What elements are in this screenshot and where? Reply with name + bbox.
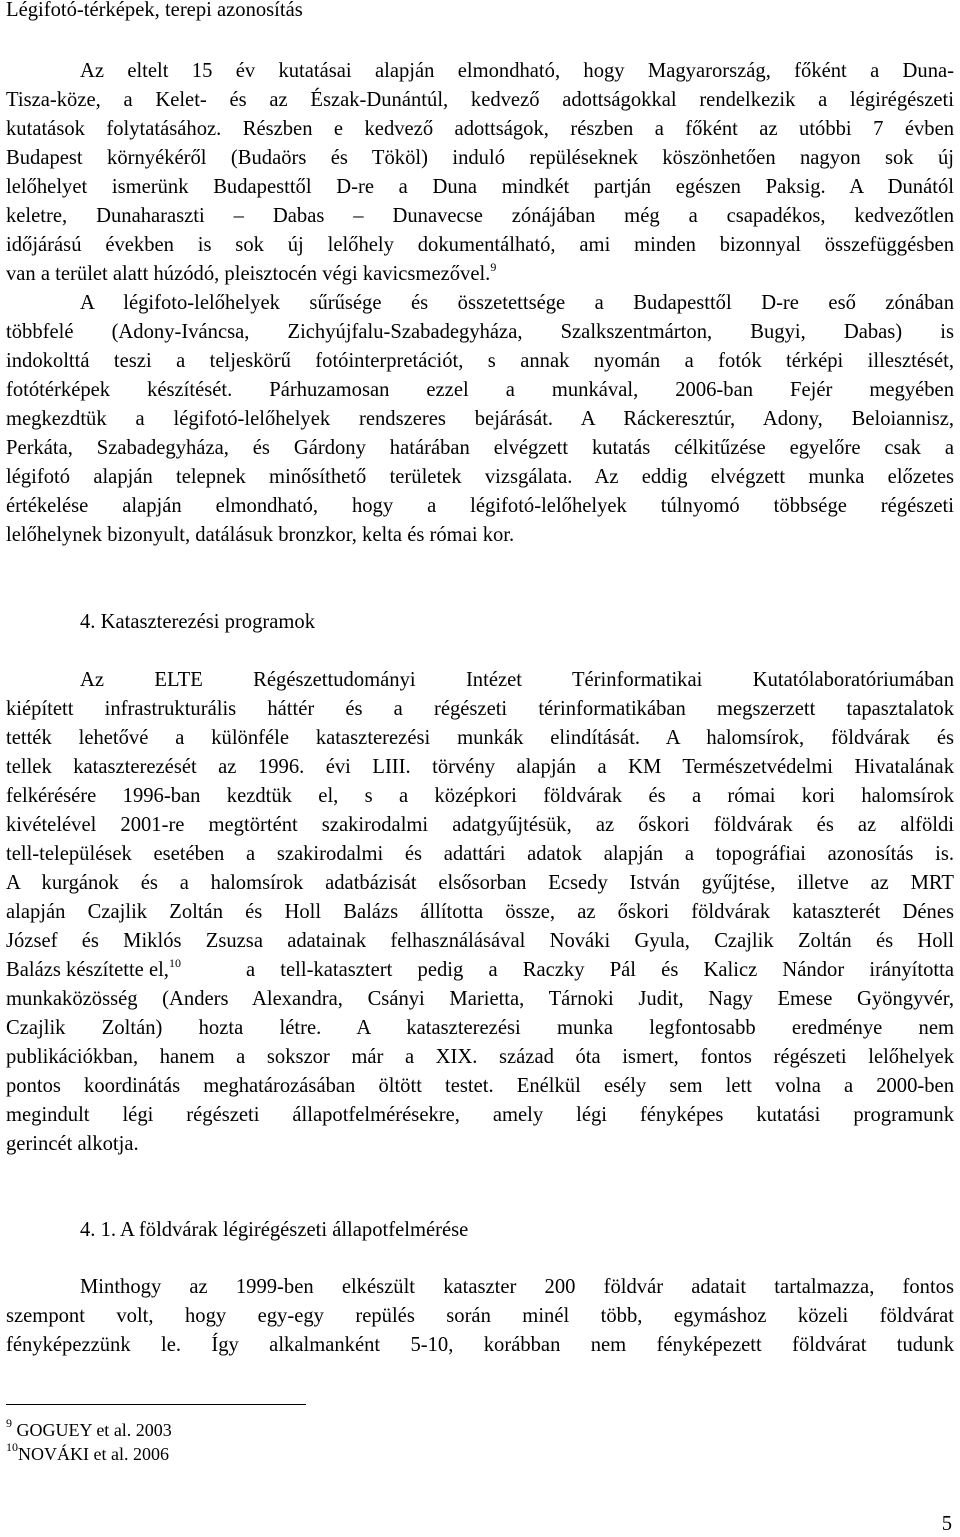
paragraph-line: szempont volt, hogy egy-egy repülés során minél több, egymáshoz közeli földvárat	[6, 1305, 954, 1327]
paragraph-line: kivételével 2001-re megtörtént szakirodalmi adatgyűjtésük, az őskori földvárak és az alföldi	[6, 814, 954, 836]
footnote-reference-9[interactable]: 9	[490, 260, 497, 274]
paragraph-text-part: Balázs készítette el,	[6, 959, 169, 981]
paragraph-line: légifotó alapján telepnek minősíthető területek vizsgálata. Az eddig elvégzett munka előzetes	[6, 466, 954, 488]
paragraph-line: József és Miklós Zsuzsa adatainak felhasználásával Nováki Gyula, Czajlik Zoltán és Holl	[6, 930, 954, 952]
paragraph-line: Czajlik Zoltán) hozta létre. A kataszterezési munka legfontosabb eredménye nem	[6, 1017, 954, 1039]
footnote-number: 10	[6, 1440, 18, 1454]
paragraph-line: lelőhelyet ismerünk Budapesttől D-re a Duna mindkét partján egészen Paksig. A Dunától	[6, 176, 954, 198]
paragraph-line: felkérésére 1996-ban kezdtük el, s a középkori földvárak és a római kori halomsírok	[6, 785, 954, 807]
paragraph-line: publikációkban, hanem a sokszor már a XIX. század óta ismert, fontos régészeti lelőhelyek	[6, 1046, 954, 1068]
paragraph-line: Budapest környékéről (Budaörs és Tököl) induló repüléseknek köszönhetően nagyon sok új	[6, 147, 954, 169]
paragraph-line: megkezdtük a légifotó-lelőhelyek rendszeres bejárását. A Ráckeresztúr, Adony, Beloiannisz,	[6, 408, 954, 430]
paragraph-line: kutatások folytatásához. Részben e kedvező adottságok, részben a főként az utóbbi 7 évben	[6, 118, 954, 140]
paragraph-line: Minthogy az 1999-ben elkészült kataszter 200 földvár adatait tartalmazza, fontos	[80, 1276, 954, 1298]
paragraph-line: fotótérképek készítését. Párhuzamosan ezzel a munkával, 2006-ban Fejér megyében	[6, 379, 954, 401]
footnote-separator	[6, 1404, 306, 1405]
paragraph-text	[6, 956, 181, 985]
paragraph-line: Az eltelt 15 év kutatásai alapján elmondható, hogy Magyarország, főként a Duna-	[80, 60, 954, 82]
paragraph-line	[6, 260, 954, 289]
paragraph-line: többfelé (Adony-Iváncsa, Zichyújfalu-Szabadegyháza, Szalkszentmárton, Bugyi, Dabas) is	[6, 321, 954, 343]
footnote-9	[6, 1416, 172, 1441]
footnote-reference-10[interactable]: 10	[168, 956, 181, 970]
paragraph-line: fényképezzünk le. Így alkalmanként 5-10, korábban nem fényképezett földvárat tudunk	[6, 1334, 954, 1356]
section-heading-cadastre-programs: 4. Kataszterezési programok	[80, 611, 316, 633]
paragraph-line: Tisza-köze, a Kelet- és az Észak-Dunántúl, kedvező adottságokkal rendelkezik a légirégészeti	[6, 89, 954, 111]
paragraph-line: Az ELTE Régészettudományi Intézet Térinformatikai Kutatólaboratóriumában	[80, 669, 954, 691]
paragraph-line: tellek kataszterezését az 1996. évi LIII. törvény alapján a KM Természetvédelmi Hivatalának	[6, 756, 954, 778]
footnote-10	[6, 1440, 169, 1465]
paragraph-line: Perkáta, Szabadegyháza, és Gárdony határában elvégzett kutatás célkitűzése egyelőre csak a	[6, 437, 954, 459]
paragraph-line: tették lehetővé a különféle kataszterezési munkák elindítását. A halomsírok, földvárak és	[6, 727, 954, 749]
footnote-text: GOGUEY et al. 2003	[16, 1420, 172, 1440]
subsection-heading-hillfort-survey: 4. 1. A földvárak légirégészeti állapotfelmérése	[80, 1219, 469, 1241]
paragraph-line	[6, 956, 954, 985]
paragraph-line: A légifoto-lelőhelyek sűrűsége és összetettsége a Budapesttől D-re eső zónában	[80, 292, 954, 314]
section-heading-aerial-maps: Légifotó-térképek, terepi azonosítás	[6, 0, 303, 21]
paragraph-line: A kurgánok és a halomsírok adatbázisát elsősorban Ecsedy István gyűjtése, illetve az MRT	[6, 872, 954, 894]
paragraph-line: kiépített infrastrukturális háttér és a régészeti térinformatikában megszerzett tapasztalatok	[6, 698, 954, 720]
paragraph-line: gerincét alkotja.	[6, 1133, 139, 1155]
paragraph-line: munkaközösség (Anders Alexandra, Csányi Marietta, Tárnoki Judit, Nagy Emese Gyöngyvér,	[6, 988, 954, 1010]
paragraph-line: alapján Czajlik Zoltán és Holl Balázs állította össze, az őskori földvárak kataszterét Dénes	[6, 901, 954, 923]
paragraph-line: indokolttá teszi a teljeskörű fotóinterpretációt, s annak nyomán a fotók térképi illesztését,	[6, 350, 954, 372]
paragraph-line: tell-települések esetében a szakirodalmi és adattári adatok alapján a topográfiai azonosítás is.	[6, 843, 954, 865]
paragraph-text: a tell-katasztert pedig a Raczky Pál és Kalicz Nándor irányította	[246, 959, 954, 981]
footnote-number: 9	[6, 1416, 12, 1430]
paragraph-text: van a terület alatt húzódó, pleisztocén végi kavicsmezővel.	[6, 263, 491, 285]
page-number: 5	[941, 1513, 952, 1535]
footnote-text: NOVÁKI et al. 2006	[18, 1444, 169, 1464]
paragraph-line: megindult légi régészeti állapotfelmérésekre, amely légi fényképes kutatási programunk	[6, 1104, 954, 1126]
paragraph-line: keletre, Dunaharaszti – Dabas – Dunavecse zónájában még a csapadékos, kedvezőtlen	[6, 205, 954, 227]
paragraph-line: lelőhelynek bizonyult, datálásuk bronzkor, kelta és római kor.	[6, 524, 515, 546]
paragraph-line: időjárású években is sok új lelőhely dokumentálható, ami minden bizonnyal összefüggésben	[6, 234, 954, 256]
paragraph-line: pontos koordinátás meghatározásában öltött testet. Enélkül esély sem lett volna a 2000-ben	[6, 1075, 954, 1097]
paragraph-line: értékelése alapján elmondható, hogy a légifotó-lelőhelyek túlnyomó többsége régészeti	[6, 495, 954, 517]
